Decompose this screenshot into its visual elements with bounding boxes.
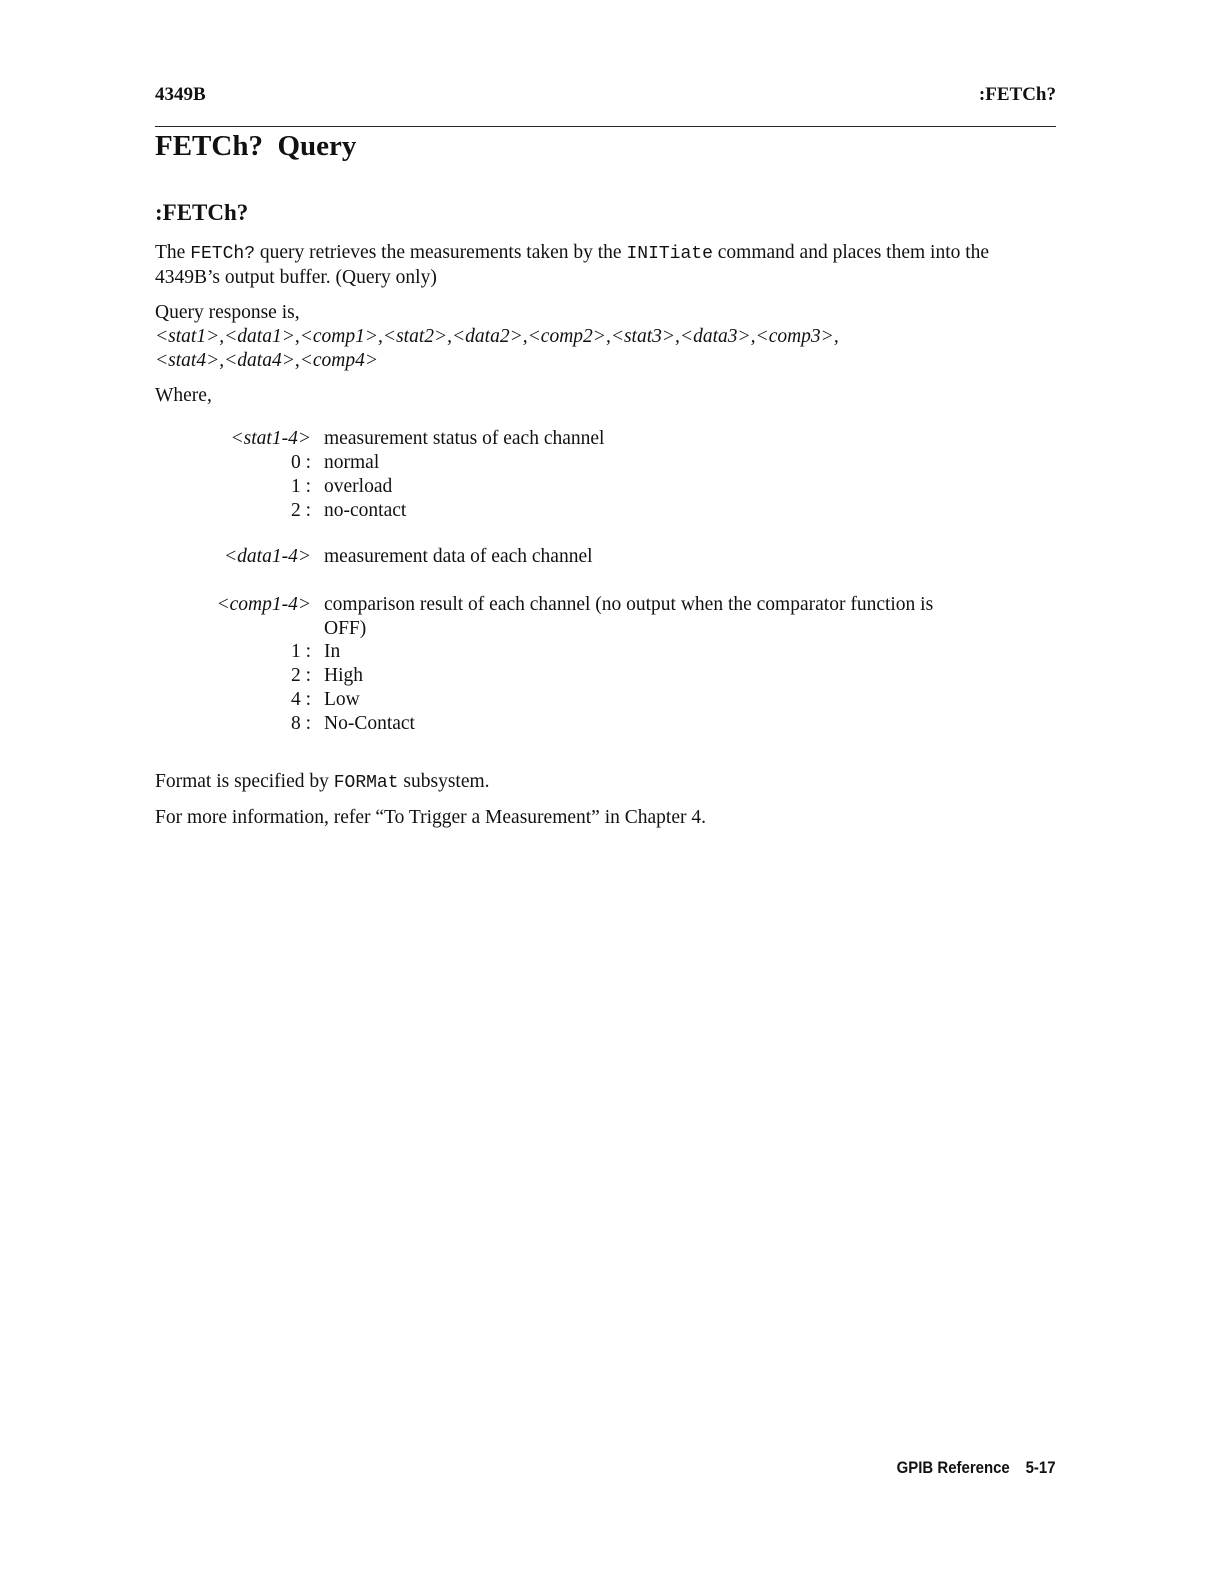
header-model: 4349B — [155, 84, 206, 105]
where-label: Where, — [155, 385, 212, 406]
code-key: 1 : — [290, 476, 311, 497]
definition-term: <data1-4> — [224, 546, 311, 567]
intro-text-3: command and places them into the 4349B’s output buffer. (Query only) — [155, 242, 990, 288]
document-page — [155, 0, 1056, 1584]
running-header — [155, 84, 1056, 108]
more-info: For more information, refer “To Trigger a Measurement” in Chapter 4. — [155, 807, 706, 828]
code-value: normal — [324, 452, 380, 473]
footer-page-number: 5-17 — [1026, 1458, 1056, 1477]
definition-desc: measurement status of each channel — [324, 428, 605, 449]
intro-cmd-fetch: FETCh? — [190, 244, 256, 264]
response-line-1: <stat1>,<data1>,<comp1>,<stat2>,<data2>,<comp2>,<stat3>,<data3>,<comp3>, — [155, 326, 839, 347]
code-value: overload — [324, 476, 393, 497]
intro-text-2: query retrieves the measurements taken by the — [255, 242, 627, 263]
header-rule — [155, 126, 1056, 127]
header-command: :FETCh? — [978, 84, 1056, 105]
intro-paragraph — [155, 241, 1056, 290]
definition-desc: comparison result of each channel (no output when the comparator function is OFF) — [324, 594, 934, 639]
definition-term: <comp1-4> — [216, 594, 311, 615]
response-label: Query response is, — [155, 302, 300, 323]
page-footer — [897, 1458, 1056, 1478]
intro-cmd-initiate: INITiate — [626, 244, 713, 264]
code-value: High — [324, 665, 363, 686]
definition-desc: measurement data of each channel — [324, 546, 593, 567]
code-key: 0 : — [290, 452, 311, 473]
query-response — [155, 301, 1056, 373]
intro-text-1: The — [155, 242, 191, 263]
code-key: 2 : — [290, 500, 311, 521]
code-key: 1 : — [290, 641, 311, 662]
code-value: In — [324, 641, 341, 662]
format-cmd: FORMat — [333, 773, 399, 793]
definition-term: <stat1-4> — [230, 428, 311, 449]
format-text-2: subsystem. — [398, 771, 490, 792]
code-value: Low — [324, 689, 360, 710]
section-title: FETCh? Query — [155, 130, 357, 162]
code-value: no-contact — [324, 500, 407, 521]
format-note — [155, 770, 1056, 795]
code-key: 2 : — [290, 665, 311, 686]
code-key: 8 : — [290, 713, 311, 734]
footer-section: GPIB Reference — [897, 1458, 1011, 1477]
command-title: :FETCh? — [155, 200, 249, 225]
code-key: 4 : — [290, 689, 311, 710]
format-text-1: Format is specified by — [155, 771, 334, 792]
response-line-2: <stat4>,<data4>,<comp4> — [155, 350, 379, 371]
code-value: No-Contact — [324, 713, 415, 734]
